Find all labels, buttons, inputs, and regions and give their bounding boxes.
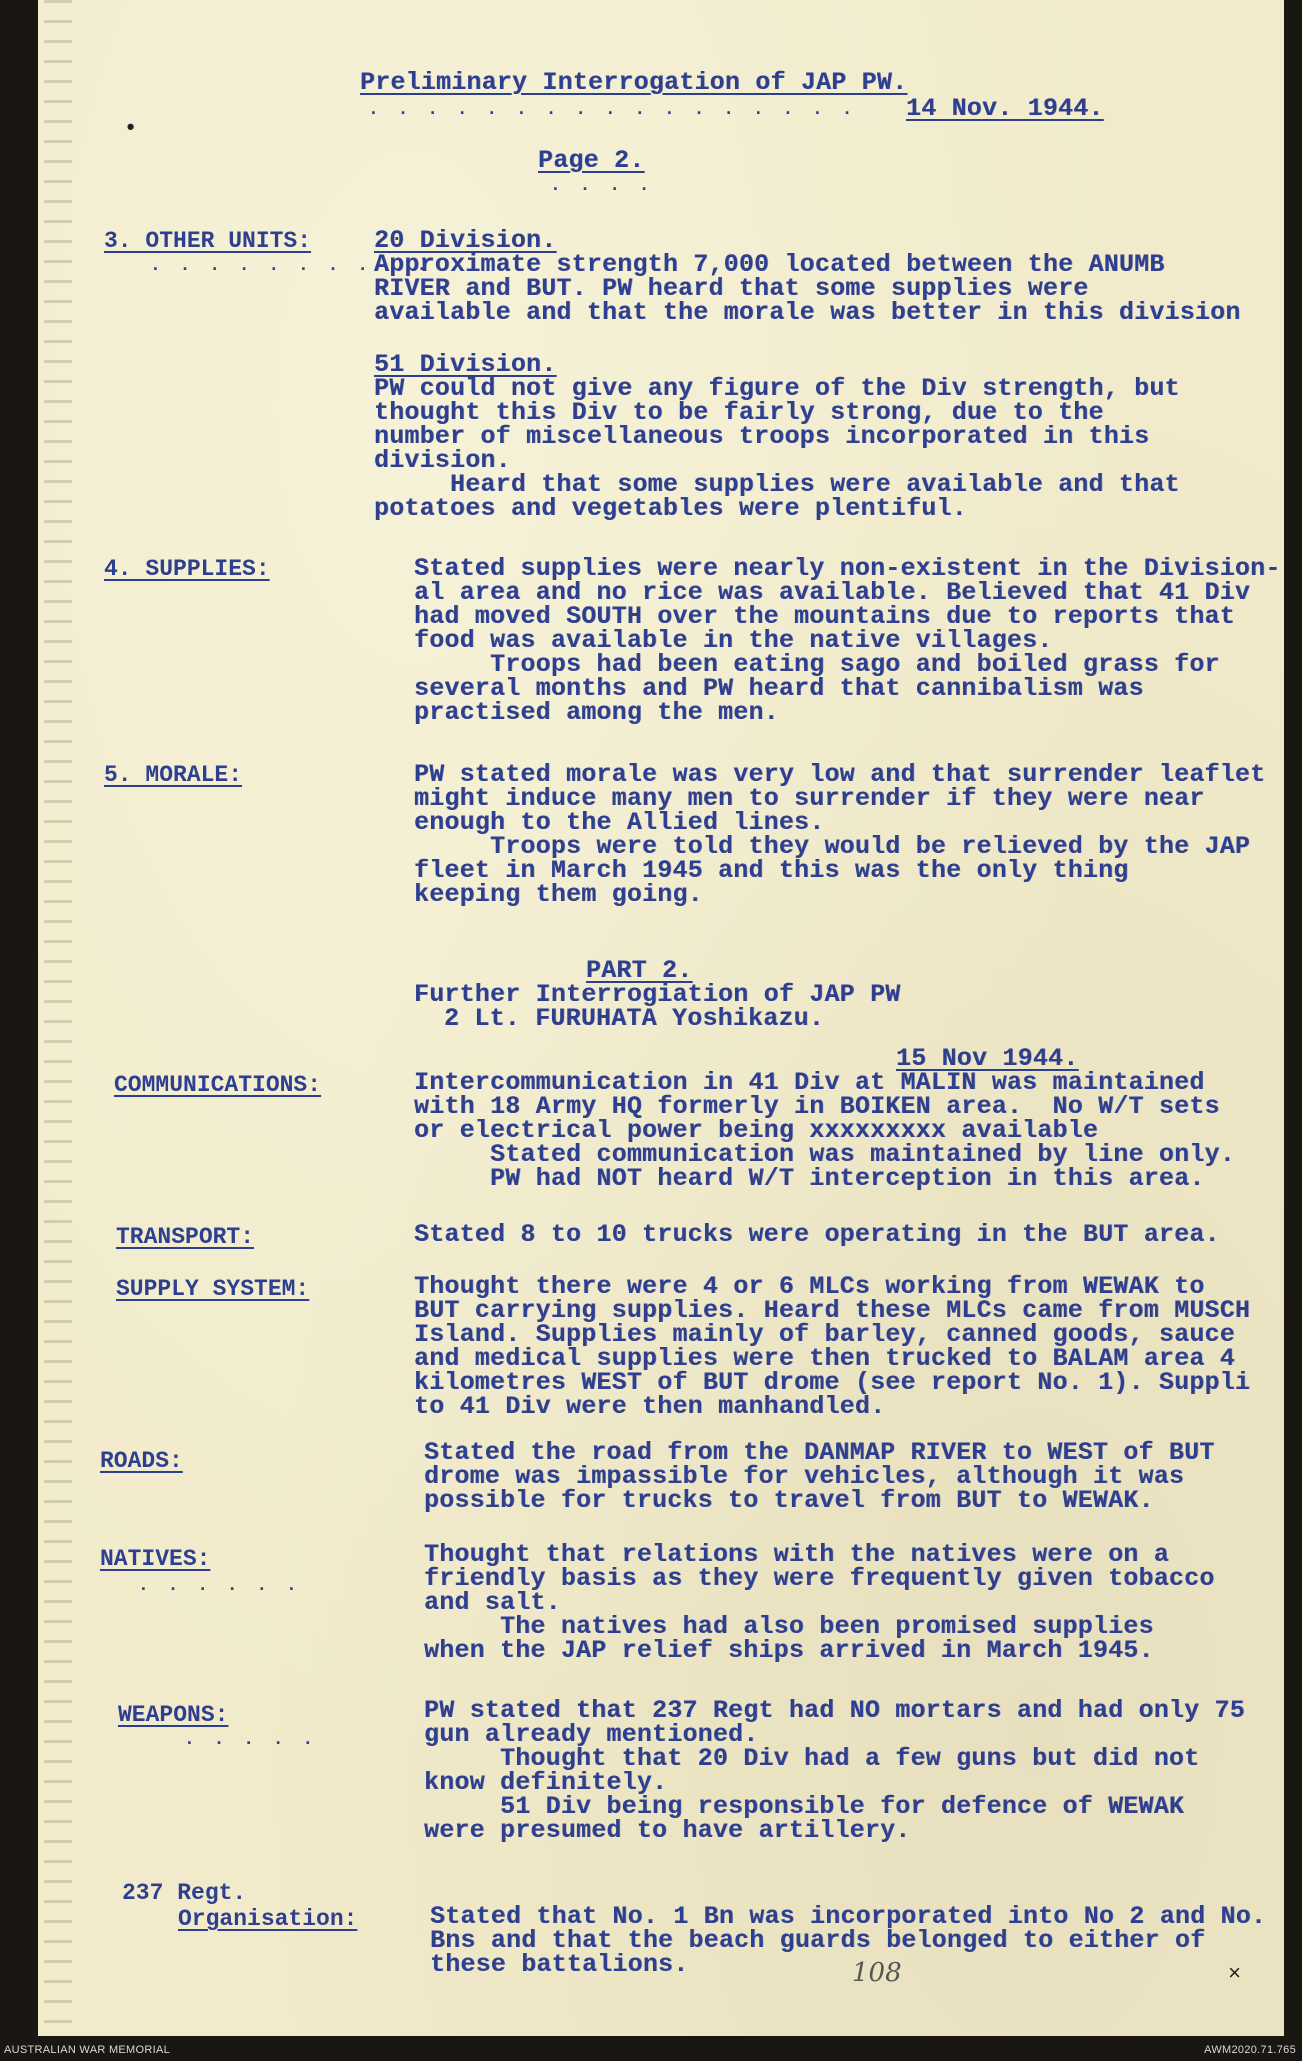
text-line: had moved SOUTH over the mountains due to reports that (414, 602, 1235, 631)
label-transport: TRANSPORT: (116, 1224, 255, 1250)
text-line: fleet in March 1945 and this was the only thing (414, 856, 1129, 885)
text-line: thought this Div to be fairly strong, due to the (374, 398, 1104, 427)
text-line: available and that the morale was better in this division (374, 298, 1241, 327)
footer-institution: AUSTRALIAN WAR MEMORIAL (4, 2044, 171, 2056)
section-label-morale: 5. MORALE: (104, 762, 243, 788)
text-line: Intercommunication in 41 Div at MALIN was maintained (414, 1068, 1205, 1097)
text-line: Thought that 20 Div had a few guns but did not (424, 1744, 1200, 1773)
text-line: al area and no rice was available. Believed that 41 Div (414, 578, 1251, 607)
text-line: gun already mentioned. (424, 1720, 759, 1749)
subheading-20-division: 20 Division. (374, 226, 557, 255)
text-line: Bns and that the beach guards belonged to either of (430, 1926, 1206, 1955)
text-line: Stated 8 to 10 trucks were operating in the BUT area. (414, 1220, 1220, 1249)
text-line: practised among the men. (414, 698, 779, 727)
text-line: PW could not give any figure of the Div strength, but (374, 374, 1180, 403)
text-line: Stated supplies were nearly non-existent in the Division- (414, 554, 1281, 583)
page-number: Page 2. (538, 146, 645, 175)
text-line: Stated communication was maintained by line only. (414, 1140, 1235, 1169)
text-line: 51 Div being responsible for defence of WEWAK (424, 1792, 1185, 1821)
label-dots: . . . . . . (138, 1576, 301, 1596)
label-natives: NATIVES: (100, 1546, 211, 1572)
text-line: Approximate strength 7,000 located between the ANUMB (374, 250, 1165, 279)
text-line: Troops had been eating sago and boiled grass for (414, 650, 1220, 679)
text-line: keeping them going. (414, 880, 703, 909)
section-label-other-units: 3. OTHER UNITS: (104, 228, 312, 254)
part2-date: 15 Nov 1944. (896, 1044, 1079, 1073)
text-line: were presumed to have artillery. (424, 1816, 911, 1845)
text-line: these battalions. (430, 1950, 689, 1979)
text-line: drome was impassible for vehicles, although it was (424, 1462, 1185, 1491)
part2-subheading: Further Interrogiation of JAP PW (414, 980, 901, 1009)
text-line: Stated the road from the DANMAP RIVER to WEST of BUT (424, 1438, 1215, 1467)
label-communications: COMMUNICATIONS: (114, 1072, 322, 1098)
title-dots: . . . . . . . . . . . . . . . . . (368, 100, 857, 120)
margin-dot: • (124, 116, 138, 141)
label-weapons: WEAPONS: (118, 1702, 229, 1728)
label-dots: . . . . . . . . . . (150, 256, 432, 276)
text-line: several months and PW heard that cannibalism was (414, 674, 1144, 703)
label-237-regt: 237 Regt. (122, 1880, 247, 1906)
text-line: food was available in the native villages. (414, 626, 1053, 655)
text-line: might induce many men to surrender if they were near (414, 784, 1205, 813)
footer-accession-id: AWM2020.71.765 (1204, 2044, 1296, 2056)
page-dots: . . . . (550, 176, 654, 196)
text-line: Heard that some supplies were available and that (374, 470, 1180, 499)
text-line: enough to the Allied lines. (414, 808, 825, 837)
part2-name: 2 Lt. FURUHATA Yoshikazu. (444, 1004, 825, 1033)
text-line: division. (374, 446, 511, 475)
text-line: and salt. (424, 1588, 561, 1617)
text-line: BUT carrying supplies. Heard these MLCs came from MUSCH (414, 1296, 1251, 1325)
document-date: 14 Nov. 1944. (906, 94, 1104, 123)
text-line: PW stated that 237 Regt had NO mortars and had only 75 (424, 1696, 1245, 1725)
text-line: Thought there were 4 or 6 MLCs working from WEWAK to (414, 1272, 1205, 1301)
text-line: Island. Supplies mainly of barley, canned goods, sauce (414, 1320, 1235, 1349)
text-line: PW had NOT heard W/T interception in this area. (414, 1164, 1205, 1193)
text-line: kilometres WEST of BUT drome (see report No. 1). Suppli (414, 1368, 1251, 1397)
margin-x-mark: × (1228, 1962, 1242, 1987)
text-line: The natives had also been promised supplies (424, 1612, 1154, 1641)
text-line: Troops were told they would be relieved by the JAP (414, 832, 1251, 861)
text-line: and medical supplies were then trucked to BALAM area 4 (414, 1344, 1235, 1373)
text-line: Stated that No. 1 Bn was incorporated into No 2 and No. (430, 1902, 1267, 1931)
text-line: know definitely. (424, 1768, 668, 1797)
section-label-supplies: 4. SUPPLIES: (104, 556, 270, 582)
text-line: with 18 Army HQ formerly in BOIKEN area. No W/T sets (414, 1092, 1220, 1121)
subheading-51-division: 51 Division. (374, 350, 557, 379)
part2-heading: PART 2. (586, 956, 693, 985)
text-line: Thought that relations with the natives were on a (424, 1540, 1169, 1569)
perforation-edge (44, 0, 72, 2036)
document-page (38, 0, 1284, 2036)
text-line: when the JAP relief ships arrived in March 1945. (424, 1636, 1154, 1665)
document-title: Preliminary Interrogation of JAP PW. (360, 68, 908, 97)
label-dots: . . . . . (184, 1730, 318, 1750)
label-organisation: Organisation: (178, 1906, 358, 1932)
label-supply-system: SUPPLY SYSTEM: (116, 1276, 310, 1302)
label-roads: ROADS: (100, 1448, 183, 1474)
handwritten-page-number: 108 (852, 1958, 902, 1988)
text-line: possible for trucks to travel from BUT to WEWAK. (424, 1486, 1154, 1515)
text-line: to 41 Div were then manhandled. (414, 1392, 886, 1421)
text-line: friendly basis as they were frequently given tobacco (424, 1564, 1215, 1593)
text-line: potatoes and vegetables were plentiful. (374, 494, 967, 523)
text-line: number of miscellaneous troops incorporated in this (374, 422, 1150, 451)
text-line: or electrical power being xxxxxxxxx available (414, 1116, 1099, 1145)
text-line: RIVER and BUT. PW heard that some supplies were (374, 274, 1089, 303)
text-line: PW stated morale was very low and that surrender leaflet (414, 760, 1266, 789)
